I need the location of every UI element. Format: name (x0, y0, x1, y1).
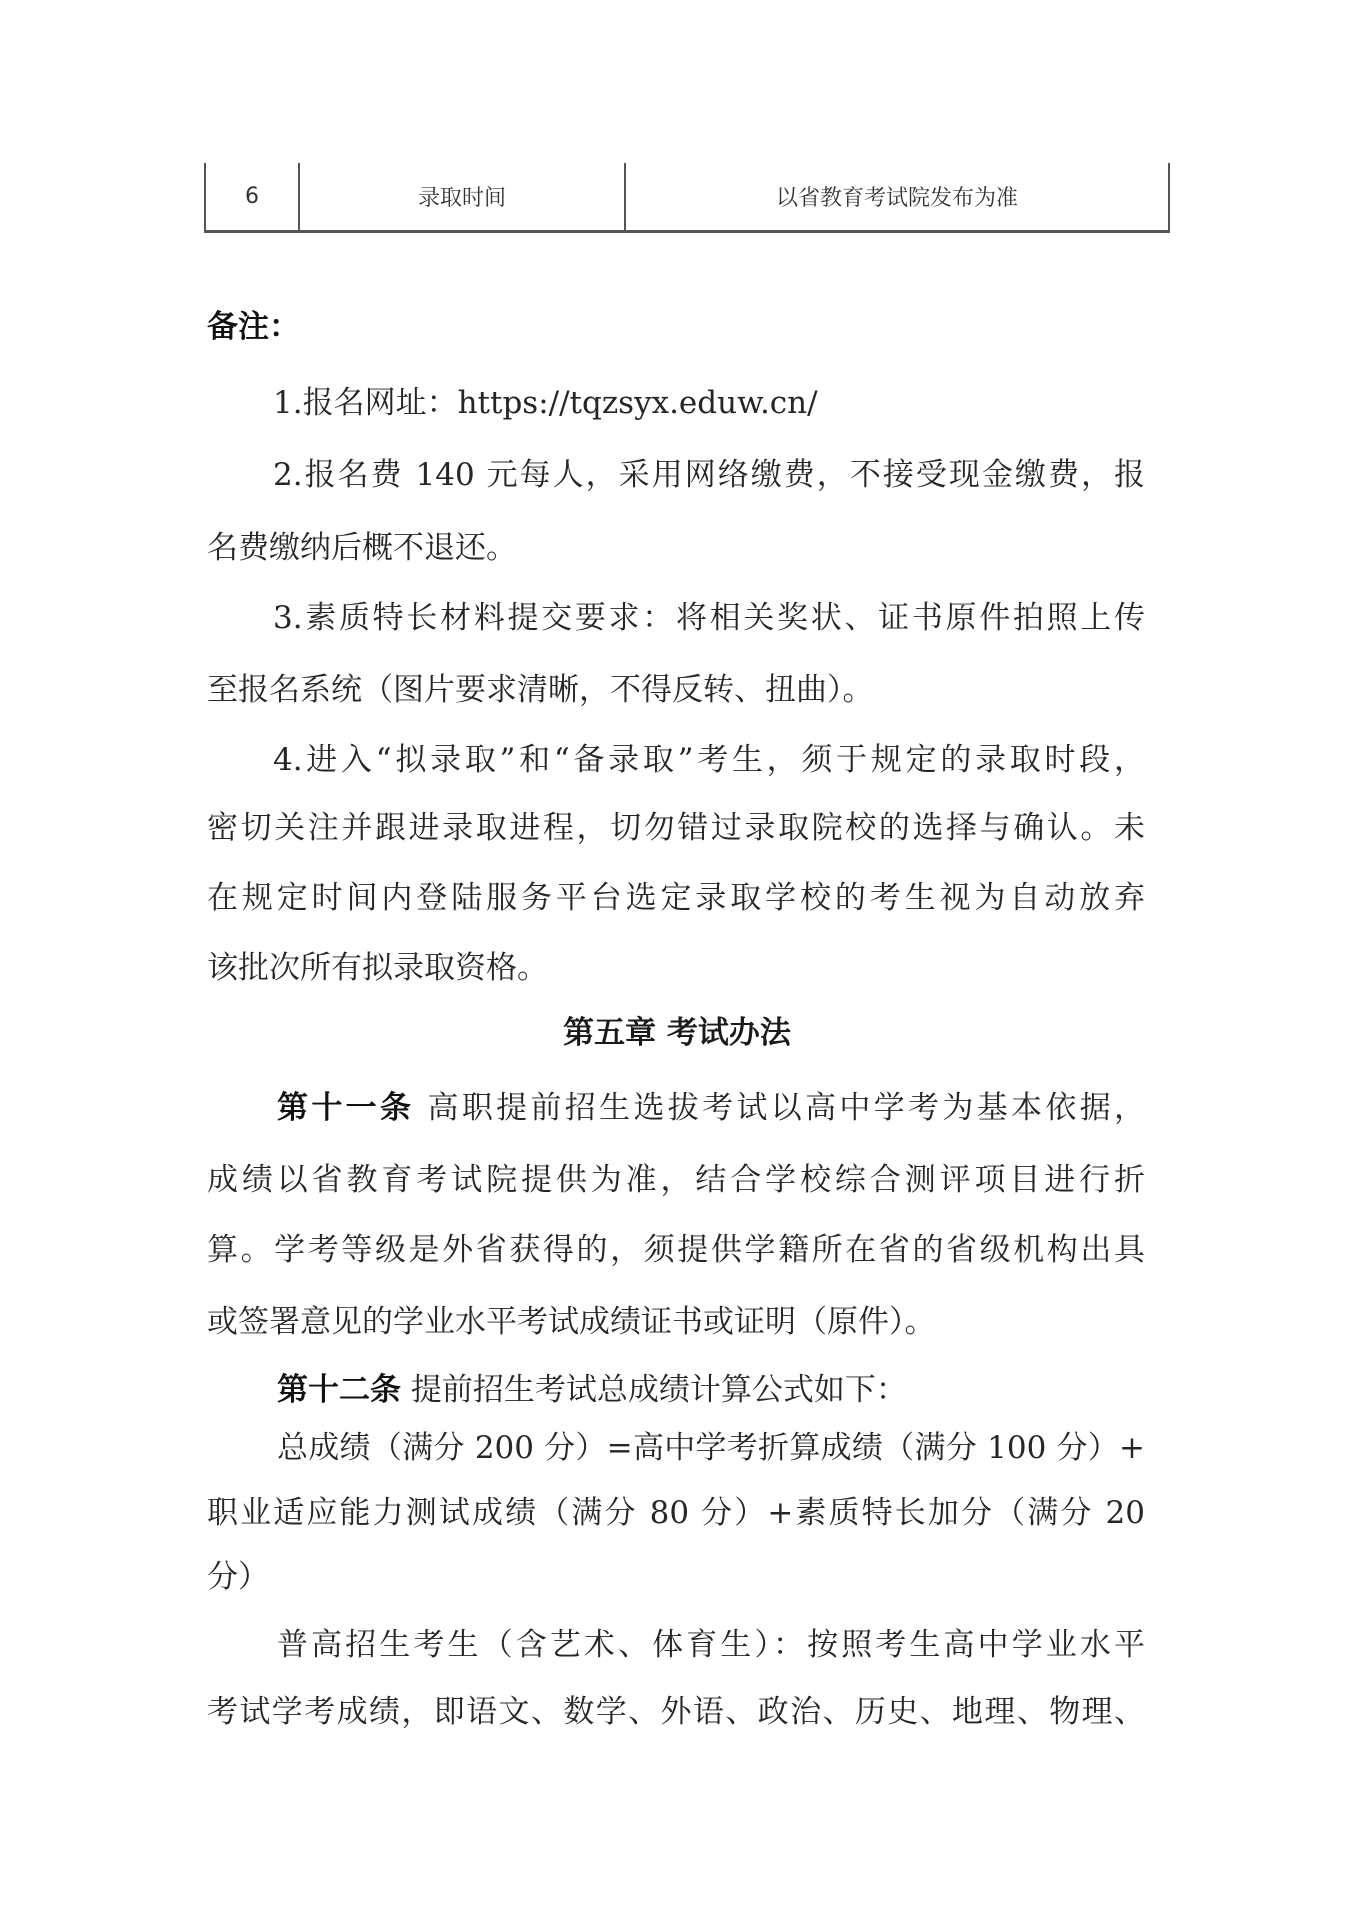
note-line: 名费缴纳后概不退还。 (207, 530, 517, 566)
note-line: 该批次所有拟录取资格。 (207, 950, 548, 986)
article-12-text: 提前招生考试总成绩计算公式如下： (410, 1372, 907, 1408)
article-11-text: 高职提前招生选拔考试以高中学考为基本依据， (427, 1090, 1145, 1126)
formula-line: 职业适应能力测试成绩（满分 80 分）+素质特长加分（满分 20 (207, 1495, 1145, 1531)
note-line: 密切关注并跟进录取进程，切勿错过录取院校的选择与确认。未 (207, 810, 1145, 846)
chapter-heading: 第五章 考试办法 (563, 1015, 791, 1051)
article-11-line: 成绩以省教育考试院提供为准，结合学校综合测评项目进行折 (207, 1162, 1145, 1198)
formula-line: 总成绩（满分 200 分）=高中学考折算成绩（满分 100 分）+ (277, 1430, 1145, 1466)
note-line: 在规定时间内登陆服务平台选定录取学校的考生视为自动放弃 (207, 880, 1145, 916)
row-item-cell: 录取时间 (298, 163, 624, 230)
article-12-line: 考试学考成绩，即语文、数学、外语、政治、历史、地理、物理、 (207, 1694, 1145, 1730)
row-index-cell: 6 (245, 184, 259, 209)
row-value-cell: 以省教育考试院发布为准 (624, 163, 1168, 230)
note-line: 2.报名费 140 元每人，采用网络缴费，不接受现金缴费，报 (273, 457, 1145, 493)
formula-line: 分） (207, 1559, 269, 1595)
article-12-first-line (277, 1370, 907, 1410)
note-line: 至报名系统（图片要求清晰，不得反转、扭曲）。 (207, 672, 874, 708)
article-11-first-line (277, 1088, 1145, 1128)
article-11-label: 第十一条 (277, 1090, 415, 1126)
article-12-label: 第十二条 (277, 1372, 401, 1408)
article-12-line: 普高招生考生（含艺术、体育生）：按照考生高中学业水平 (277, 1627, 1145, 1663)
article-11-line: 算。学考等级是外省获得的，须提供学籍所在省的省级机构出具 (207, 1232, 1145, 1268)
schedule-table-row (204, 163, 1170, 233)
note-line: 4.进入“拟录取”和“备录取”考生，须于规定的录取时段， (273, 742, 1145, 778)
note-line: 1.报名网址：https://tqzsyx.eduw.cn/ (273, 385, 818, 421)
article-11-line: 或签署意见的学业水平考试成绩证书或证明（原件）。 (207, 1304, 936, 1340)
note-line: 3.素质特长材料提交要求：将相关奖状、证书原件拍照上传 (273, 600, 1145, 636)
notes-title: 备注： (207, 309, 300, 345)
